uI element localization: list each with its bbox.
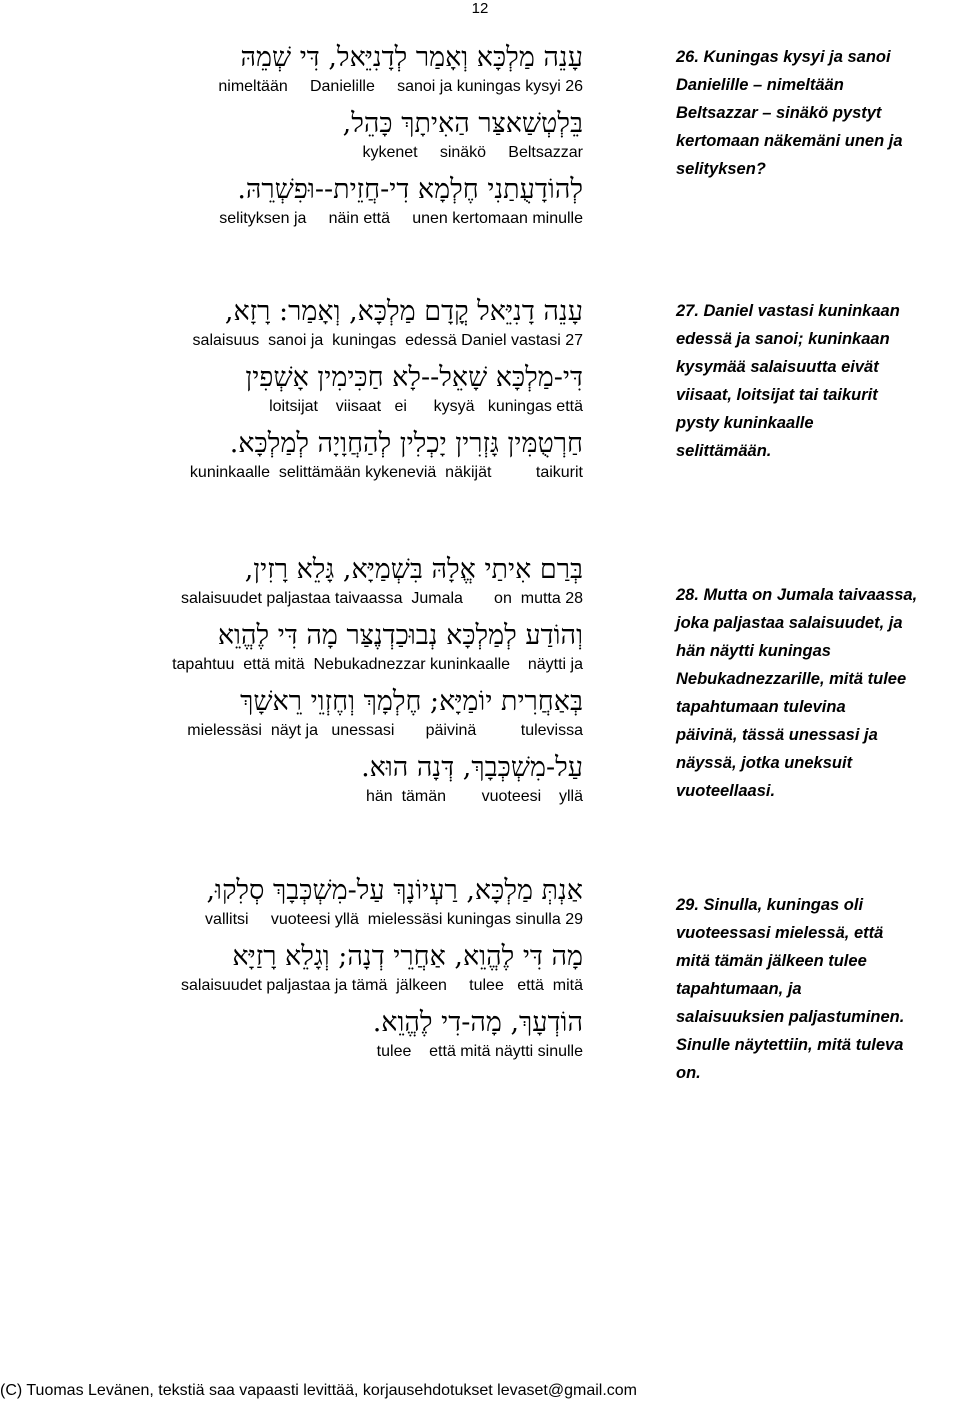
translation-line: edessä ja sanoi; kuninkaan <box>676 330 890 348</box>
hebrew-line: עָנֵה מַלְכָּא וְאָמַר לְדָנִיֵּאל, דִּי שְׁמֵהּ <box>240 42 583 73</box>
translation-line: kertomaan näkemäni unen ja <box>676 132 903 150</box>
translation-line: tapahtumaan tulevina <box>676 698 846 716</box>
gloss-line: salaisuus sanoi ja kuningas edessä Daniel vastasi 27 <box>192 332 583 349</box>
page-number: 12 <box>471 0 489 17</box>
translation-line: vuoteellaasi. <box>676 782 776 800</box>
hebrew-line: הוֹדְעָךְ, מָה-דִי לֶהֱוֵא. <box>372 1007 583 1038</box>
gloss-line: selityksen ja näin että unen kertomaan minulle <box>219 210 583 227</box>
gloss-line: nimeltään Danielille sanoi ja kuningas kysyi 26 <box>218 78 583 95</box>
translation-line: Beltsazzar – sinäkö pystyt <box>676 104 882 122</box>
translation-line: Nebukadnezzarille, mitä tulee <box>676 670 907 688</box>
hebrew-line: בְּאַחֲרִית יוֹמַיָּא; חֶלְמָךְ וְחֶזְוֵי רֵאשָׁךְ <box>240 686 583 717</box>
translation-line: 27. Daniel vastasi kuninkaan <box>676 302 900 320</box>
hebrew-line: אַנְתְּ מַלְכָּא, רַעְיוֹנָךְ עַל-מִשְׁכְּבָךְ סְלִקוּ, <box>206 875 583 906</box>
gloss-line: mielessäsi näyt ja unessasi päivinä tulevissa <box>187 722 583 739</box>
hebrew-line: וְהוֹדַע לְמַלְכָּא נְבוּכַדְנֶצַּר מָה דִּי לֶהֱוֵא <box>217 620 583 651</box>
translation-line: joka paljastaa salaisuudet, ja <box>676 614 903 632</box>
verse-27-translation <box>676 297 960 465</box>
verse-26-translation <box>676 43 960 183</box>
translation-line: tapahtumaan, ja <box>676 980 802 998</box>
gloss-line: hän tämän vuoteesi yllä <box>366 788 583 805</box>
translation-line: hän näytti kuningas <box>676 642 831 660</box>
verse-29-translation <box>676 891 960 1087</box>
gloss-line: kykenet sinäkö Beltsazzar <box>362 144 583 161</box>
gloss-line: salaisuudet paljastaa taivaassa Jumala on mutta 28 <box>180 590 583 607</box>
translation-line: 28. Mutta on Jumala taivaassa, <box>676 586 918 604</box>
translation-line: vuoteessasi mielessä, että <box>676 924 884 942</box>
gloss-line: tulee että mitä näytti sinulle <box>376 1043 583 1060</box>
translation-line: selittämään. <box>676 442 772 460</box>
hebrew-line: עַל-מִשְׁכְּבָךְ, דְּנָה הוּא. <box>361 752 583 783</box>
translation-line: näyssä, jotka uneksuit <box>676 754 853 772</box>
gloss-line: salaisuudet paljastaa ja tämä jälkeen tulee että mitä <box>180 977 583 994</box>
gloss-line: kuninkaalle selittämään kykeneviä näkijät taikurit <box>189 464 583 481</box>
verse-28-interlinear <box>95 552 583 816</box>
hebrew-line: מָה דִּי לֶהֱוֵא, אַחֲרֵי דְנָה; וְגָלֵא רָזַיָּא <box>232 941 583 972</box>
translation-line: mitä tämän jälkeen tulee <box>676 952 867 970</box>
hebrew-line: לְהוֹדָעֻתַנִי חֶלְמָא דִי-חֲזֵית--וּפִשְׁרֵהּ. <box>237 174 583 205</box>
translation-line: 26. Kuningas kysyi ja sanoi <box>676 48 891 66</box>
translation-line: päivinä, tässä unessasi ja <box>676 726 878 744</box>
translation-line: selityksen? <box>676 160 766 178</box>
hebrew-line: עָנֵה דָנִיֵּאל קֳדָם מַלְכָּא, וְאָמַר: רָזָא, <box>224 296 583 327</box>
hebrew-line: חַרְטֻמִּין גָּזְרִין יָכְלִין לְהַחֲוָיָה לְמַלְכָּא. <box>229 428 583 459</box>
translation-line: kysymää salaisuutta eivät <box>676 358 879 376</box>
translation-line: viisaat, loitsijat tai taikurit <box>676 386 878 404</box>
hebrew-line: בֵּלְטְשַׁאצַּר הַאִיתָךְ כָּהֵל, <box>342 108 583 139</box>
verse-28-translation <box>676 581 960 805</box>
translation-line: Danielille – nimeltään <box>676 76 844 94</box>
translation-line: pysty kuninkaalle <box>676 414 814 432</box>
gloss-line: loitsijat viisaat ei kysyä kuningas että <box>269 398 583 415</box>
gloss-line: vallitsi vuoteesi yllä mielessäsi kuningas sinulla 29 <box>205 911 583 928</box>
translation-line: salaisuuksien paljastuminen. <box>676 1008 905 1026</box>
verse-27-interlinear <box>95 294 583 492</box>
translation-line: on. <box>676 1064 701 1082</box>
copyright-footer: (C) Tuomas Levänen, tekstiä saa vapaasti levittää, korjausehdotukset levaset@gmail.com <box>0 1382 637 1399</box>
gloss-line: tapahtuu että mitä Nebukadnezzar kuninkaalle näytti ja <box>172 656 583 673</box>
hebrew-line: דִּי-מַלְכָּא שָׁאֵל--לָא חַכִּימִין אָשְׁפִין <box>245 362 583 393</box>
translation-line: Sinulle näytettiin, mitä tuleva <box>676 1036 904 1054</box>
hebrew-line: בְּרַם אִיתַי אֱלָהּ בִּשְׁמַיָּא, גָּלֵא רָזִין, <box>244 554 583 585</box>
verse-29-interlinear <box>95 873 583 1071</box>
translation-line: 29. Sinulla, kuningas oli <box>676 896 864 914</box>
verse-26-interlinear <box>95 40 583 238</box>
